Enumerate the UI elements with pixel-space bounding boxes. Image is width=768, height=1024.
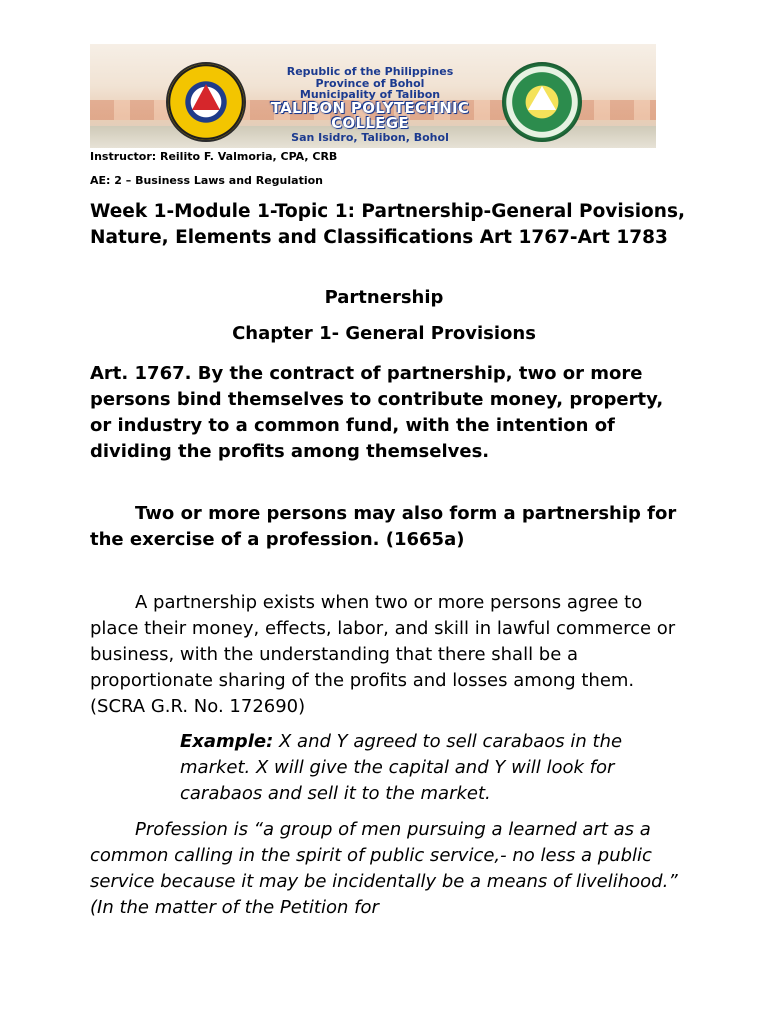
- banner-line-republic: Republic of the Philippines: [286, 65, 454, 78]
- document-title: Week 1-Module 1-Topic 1: Partnership-General Povisions, Nature, Elements and Classifications Art 1767-Art 1783: [90, 201, 685, 248]
- example-label: Example:: [180, 731, 274, 752]
- instructor-line: Instructor: Reilito F. Valmoria, CPA, CRB: [90, 150, 338, 163]
- example-text: X and Y agreed to sell carabaos in the market. X will give the capital and Y will look for carabaos and sell it to the market.: [180, 731, 623, 804]
- college-seal-icon: [502, 62, 582, 142]
- article-1767-text: Art. 1767. By the contract of partnership, two or more persons bind themselves to contribute money, property, or industry to a common fund, with the intention of dividing the profits among themselves.: [90, 363, 664, 462]
- banner-line-municipality: Municipality of Talibon: [299, 88, 441, 102]
- banner-text: [240, 66, 500, 144]
- course-line: AE: 2 – Business Laws and Regulation: [90, 174, 323, 187]
- article-1767-para2: Two or more persons may also form a partnership for the exercise of a profession. (1665a): [90, 503, 677, 550]
- banner-line-college: TALIBON POLYTECHNIC COLLEGE: [270, 98, 470, 133]
- banner-line-address: San Isidro, Talibon, Bohol: [291, 131, 449, 145]
- example-block: [180, 729, 690, 807]
- header-banner: [90, 44, 656, 148]
- banner-line-province: Province of Bohol: [315, 76, 425, 90]
- partnership-explanation: A partnership exists when two or more persons agree to place their money, effects, labor, and skill in lawful commerce or business, with the understanding that there shall be a proportionate sharing of the profits and losses among them. (SCRA G.R. No. 172690): [90, 592, 676, 717]
- municipality-seal-icon: [166, 62, 246, 142]
- chapter-heading: Chapter 1- General Provisions: [232, 323, 536, 344]
- profession-definition: Profession is “a group of men pursuing a learned art as a common calling in the spirit of public service,- no less a public service because it may be incidentally be a means of livelihood.” (In the matter of the Petition for: [90, 819, 678, 918]
- section-heading: Partnership: [324, 287, 444, 308]
